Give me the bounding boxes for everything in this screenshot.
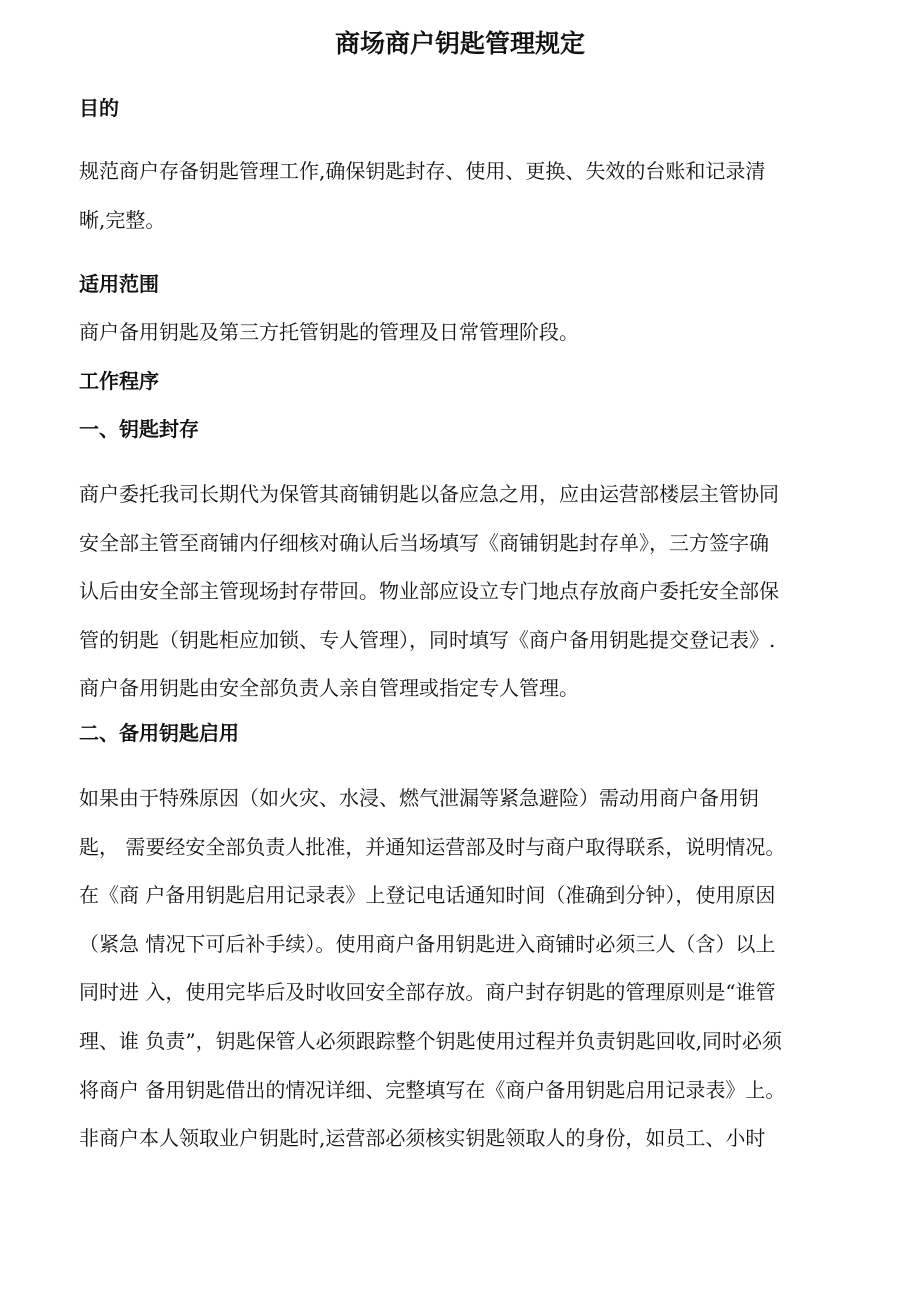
paragraph-line: 管的钥匙（钥匙柜应加锁、专人管理），同时填写《商户备用钥匙提交登记表》. — [79, 627, 776, 652]
paragraph-purpose — [79, 147, 849, 244]
paragraph-line: 商户备用钥匙及第三方托管钥匙的管理及日常管理阶段。 — [79, 320, 579, 344]
paragraph-line: 匙， 需要经安全部负责人批准，并通知运营部及时与商户取得联系，说明情况。 — [79, 834, 786, 859]
paragraph-line: 如果由于特殊原因（如火灾、水浸、燃气泄漏等紧急避险）需动用商户备用钥 — [79, 786, 759, 810]
heading-scope: 适用范围 — [79, 272, 159, 296]
paragraph-line: 非商户本人领取业户钥匙时,运营部必须核实钥匙领取人的身份，如员工、小时 — [79, 1126, 766, 1151]
paragraph-key-sealing — [79, 470, 849, 713]
paragraph-scope — [79, 308, 849, 357]
subheading-spare-key-use: 二、备用钥匙启用 — [79, 721, 239, 745]
paragraph-line: 安全部主管至商铺内仔细核对确认后当场填写《商铺钥匙封存单》，三方签字确 — [79, 530, 769, 555]
document-title: 商场商户钥匙管理规定 — [334, 29, 585, 58]
paragraph-line: （紧急 情况下可后补手续）。使用商户备用钥匙进入商铺时必须三人（含）以上 — [79, 931, 776, 956]
paragraph-line: 商户委托我司长期代为保管其商铺钥匙以备应急之用，应由运营部楼层主管协同 — [79, 482, 779, 506]
paragraph-line: 晰,完整。 — [79, 207, 166, 232]
paragraph-line: 将商户 备用钥匙借出的情况详细、完整填写在《商户备用钥匙启用记录表》上。 — [79, 1077, 786, 1102]
subheading-key-sealing: 一、钥匙封存 — [79, 417, 199, 441]
paragraph-line: 商户备用钥匙由安全部负责人亲自管理或指定专人管理。 — [79, 676, 579, 701]
paragraph-line: 同时进 入，使用完毕后及时收回安全部存放。商户封存钥匙的管理原则是“谁管 — [79, 980, 776, 1005]
paragraph-line: 在《商 户备用钥匙启用记录表》上登记电话通知时间（准确到分钟），使用原因 — [79, 883, 776, 908]
paragraph-line: 理、谁 负责”，钥匙保管人必须跟踪整个钥匙使用过程并负责钥匙回收,同时必须 — [79, 1028, 782, 1053]
paragraph-line: 规范商户存备钥匙管理工作,确保钥匙封存、使用、更换、失效的台账和记录清 — [79, 159, 766, 183]
heading-purpose: 目的 — [79, 96, 119, 120]
heading-procedure: 工作程序 — [79, 369, 159, 393]
paragraph-spare-key-use — [79, 774, 849, 1163]
paragraph-line: 认后由安全部主管现场封存带回。物业部应设立专门地点存放商户委托安全部保 — [79, 579, 779, 604]
